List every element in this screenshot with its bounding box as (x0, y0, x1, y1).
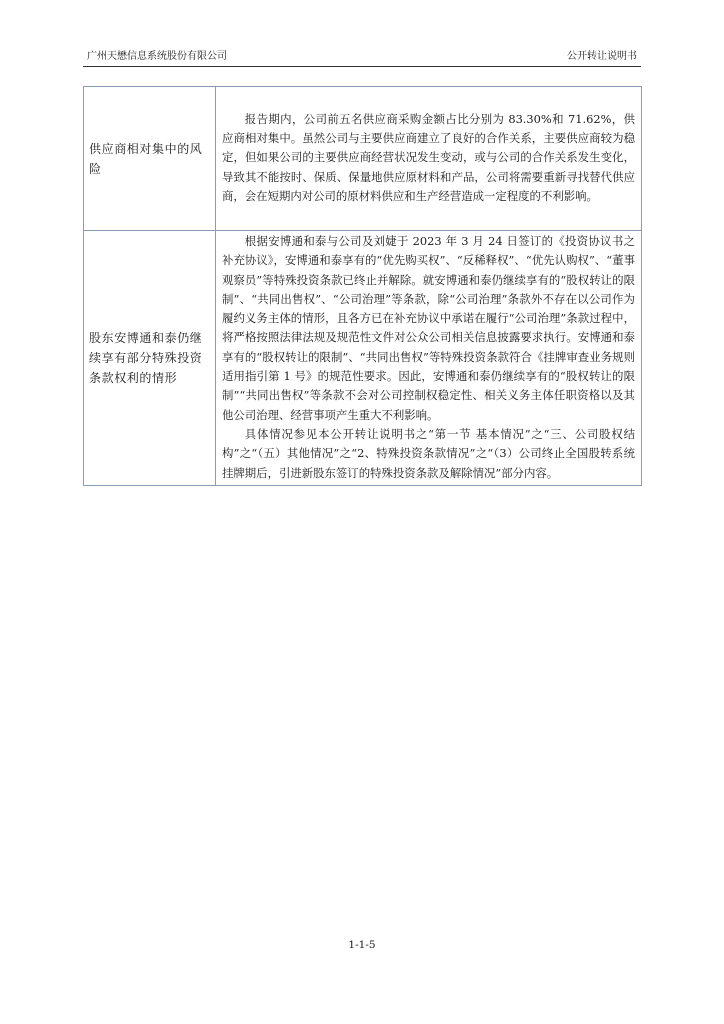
risk-description-supplier-concentration (216, 87, 642, 231)
risk-paragraph: 根据安博通和泰与公司及刘婕于 2023 年 3 月 24 日签订的《投资协议书之补充协议》，安博通和泰享有的“优先购买权”、“反稀释权”、“优先认购权”、“董事观察员”等特殊投资条款已终止并解除。就安博通和泰仍继续享有的“股权转让的限制”、“共同出售权”、“公司治理”等条款，除“公司治理”条款外不存在以公司作为履约义务主体的情形，且各方已在补充协议中承诺在履行“公司治理”条款过程中，将严格按照法律法规及规范性文件对公众公司相关信息披露要求执行。安博通和泰享有的“股权转让的限制”、“共同出售权”等特殊投资条款符合《挂牌审查业务规则适用指引第 1 号》的规范性要求。因此，安博通和泰仍继续享有的“股权转让的限制”“共同出售权”等条款不会对公司控制权稳定性、相关义务主体任职资格以及其他公司治理、经营事项产生重大不利影响。 (222, 234, 635, 422)
page-number: 1-1-5 (348, 939, 376, 951)
risk-table (83, 86, 642, 486)
risk-paragraph: 具体情况参见本公开转让说明书之“第一节 基本情况”之“三、公司股权结构”之“（五）其他情况”之“2、特殊投资条款情况”之“（3）公司终止全国股转系统挂牌期后，引进新股东签订的特殊投资条款及解除情况”部分内容。 (222, 426, 635, 480)
risk-name-special-investment-terms: 股东安博通和泰仍继续享有部分特殊投资条款权利的情形 (84, 231, 216, 486)
risk-description-special-investment-terms (216, 231, 642, 486)
table-row (84, 87, 642, 231)
company-name: 广州天懋信息系统股份有限公司 (87, 51, 227, 62)
risk-paragraph: 报告期内，公司前五名供应商采购金额占比分别为 83.30%和 71.62%，供应商相对集中。虽然公司与主要供应商建立了良好的合作关系，主要供应商较为稳定，但如果公司的主要供应商经营状况发生变动，或与公司的合作关系发生变化，导致其不能按时、保质、保量地供应原材料和产品，公司将需要重新寻找替代供应商，会在短期内对公司的原材料供应和生产经营造成一定程度的不利影响。 (222, 111, 635, 203)
risk-name-supplier-concentration: 供应商相对集中的风险 (84, 87, 216, 231)
header-divider (83, 66, 641, 67)
table-row (84, 231, 642, 486)
document-type: 公开转让说明书 (567, 51, 637, 62)
page-header (83, 49, 641, 65)
